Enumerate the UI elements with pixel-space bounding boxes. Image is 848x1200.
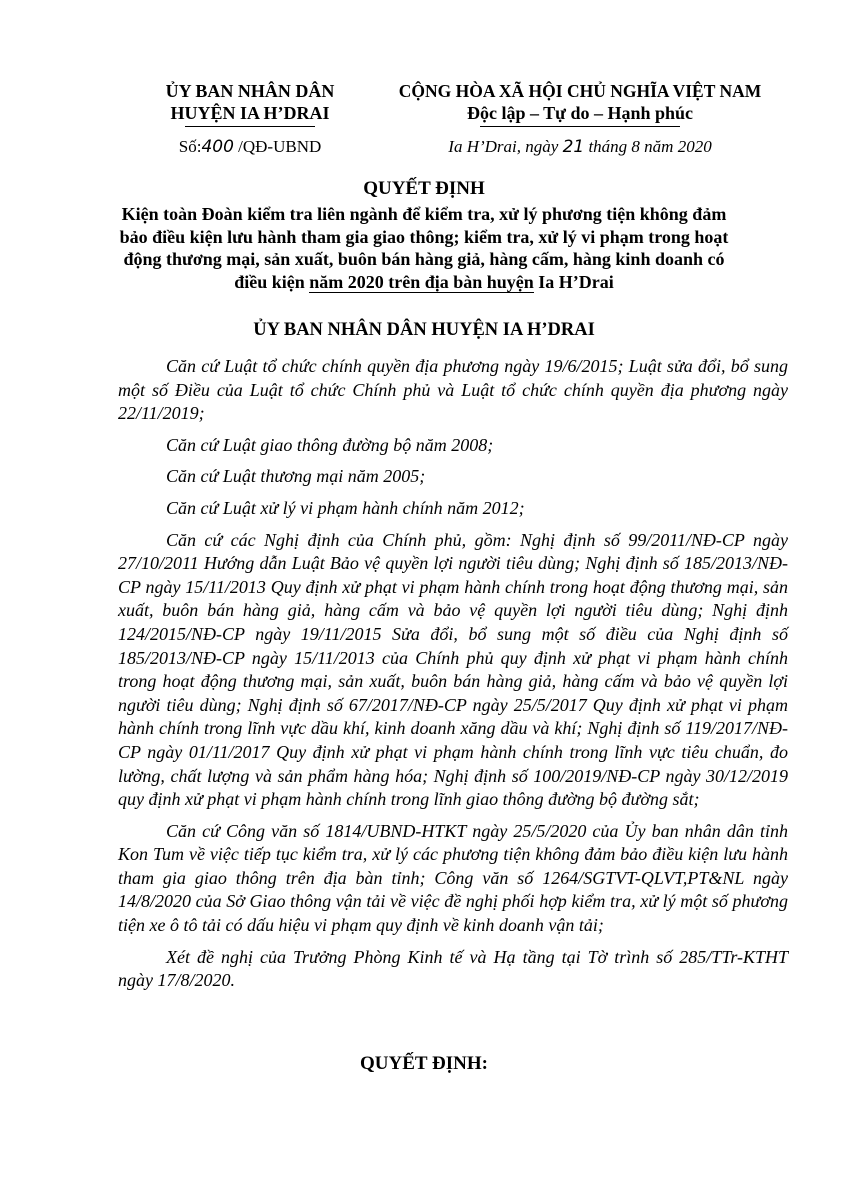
date-day: 21 bbox=[562, 137, 585, 157]
document-subject bbox=[118, 203, 730, 293]
document-number bbox=[130, 136, 370, 158]
subject-line-4-underlined: năm 2020 trên địa bàn huyện bbox=[309, 271, 534, 292]
issuing-authority: ỦY BAN NHÂN DÂN HUYỆN IA H’DRAI bbox=[253, 320, 595, 340]
doc-no-suffix: /QĐ-UBND bbox=[233, 137, 322, 156]
issuing-agency bbox=[130, 80, 370, 127]
ground-paragraph: Xét đề nghị của Trưởng Phòng Kinh tế và Hạ tầng tại Tờ trình số 285/TTr-KTHT ngày 17/8/2020. bbox=[118, 946, 788, 991]
nation-line-2: Độc lập – Tự do – Hạnh phúc bbox=[466, 103, 694, 123]
date-suffix: tháng 8 năm 2020 bbox=[584, 137, 712, 156]
ground-paragraph: Căn cứ Luật thương mại năm 2005; bbox=[166, 466, 426, 487]
agency-line-2: HUYỆN IA H’DRAI bbox=[170, 103, 330, 123]
legal-grounds bbox=[118, 355, 788, 1001]
ground-paragraph: Căn cứ Luật xử lý vi phạm hành chính năm 2012; bbox=[166, 497, 525, 518]
ground-paragraph: Căn cứ Luật tổ chức chính quyền địa phương ngày 19/6/2015; Luật sửa đổi, bổ sung một số Điều của Luật tổ chức Chính phủ và Luật tổ chức chính quyền địa phương ngày 22/11/2019; bbox=[118, 356, 788, 424]
subject-line-4-post: Ia H’Drai bbox=[533, 271, 614, 292]
decision-heading: QUYẾT ĐỊNH: bbox=[360, 1053, 488, 1074]
date-prefix: Ia H’Drai, ngày bbox=[448, 137, 563, 156]
ground-paragraph: Căn cứ Luật giao thông đường bộ năm 2008; bbox=[166, 434, 494, 455]
doc-no-value: 400 bbox=[201, 137, 234, 157]
document-title: QUYẾT ĐỊNH bbox=[363, 178, 485, 199]
subject-line-4-pre: điều kiện bbox=[234, 271, 310, 292]
motto-underline bbox=[480, 126, 680, 127]
subject-line-3: động thương mại, sản xuất, buôn bán hàng giả, hàng cấm, hàng kinh doanh có bbox=[123, 249, 725, 269]
agency-line-1: ỦY BAN NHÂN DÂN bbox=[165, 81, 335, 101]
subject-line-1: Kiện toàn Đoàn kiểm tra liên ngành để kiểm tra, xử lý phương tiện không đảm bbox=[121, 204, 727, 224]
ground-paragraph: Căn cứ các Nghị định của Chính phủ, gồm: Nghị định số 99/2011/NĐ-CP ngày 27/10/2011 Hướng dẫn Luật Bảo vệ quyền lợi người tiêu dùng; Nghị định số 185/2013/NĐ-CP ngày 15/11/2013 Quy định xử phạt vi phạm hành chính trong hoạt động thương mại, sản xuất, buôn bán hàng giả, hàng cấm và bảo vệ quyền lợi người tiêu dùng; Nghị định 124/2015/NĐ-CP ngày 19/11/2015 Sửa đổi, bổ sung một số điều của Nghị định số 185/2013/NĐ-CP ngày 15/11/2013 của Chính phủ quy định xử phạt vi phạm hành chính trong hoạt động thương mại, sản xuất, buôn bán hàng giả, hàng cấm và bảo vệ quyền lợi người tiêu dùng; Nghị định số 67/2017/NĐ-CP ngày 25/5/2017 Quy định xử phạt vi phạm hành chính trong lĩnh vực dầu khí, kinh doanh xăng dầu và khí; Nghị định số 119/2017/NĐ-CP ngày 01/11/2017 Quy định xử phạt vi phạm hành chính trong lĩnh vực tiêu chuẩn, đo lường, chất lượng và sản phẩm hàng hóa; Nghị định số 100/2019/NĐ-CP ngày 30/12/2019 quy định xử phạt vi phạm hành chính trong lĩnh giao thông đường bộ đường sắt; bbox=[118, 529, 788, 810]
national-motto bbox=[365, 80, 795, 127]
agency-underline bbox=[185, 126, 315, 127]
subject-line-2: bảo điều kiện lưu hành tham gia giao thông; kiểm tra, xử lý vi phạm trong hoạt bbox=[119, 226, 729, 247]
ground-paragraph: Căn cứ Công văn số 1814/UBND-HTKT ngày 25/5/2020 của Ủy ban nhân dân tỉnh Kon Tum về việc tiếp tục kiểm tra, xử lý các phương tiện không đảm bảo điều kiện lưu hành tham gia giao thông trên địa bàn tỉnh; Công văn số 1264/SGTVT-QLVT,PT&NL ngày 14/8/2020 của Sở Giao thông vận tải về việc đề nghị phối hợp kiểm tra, xử lý một số phương tiện xe ô tô tải có dấu hiệu vi phạm quy định về kinh doanh vận tải; bbox=[118, 820, 788, 936]
nation-line-1: CỘNG HÒA XÃ HỘI CHỦ NGHĨA VIỆT NAM bbox=[398, 81, 762, 101]
subject-line-4 bbox=[118, 271, 730, 294]
document-date bbox=[400, 136, 760, 158]
doc-no-prefix: Số: bbox=[178, 137, 202, 156]
